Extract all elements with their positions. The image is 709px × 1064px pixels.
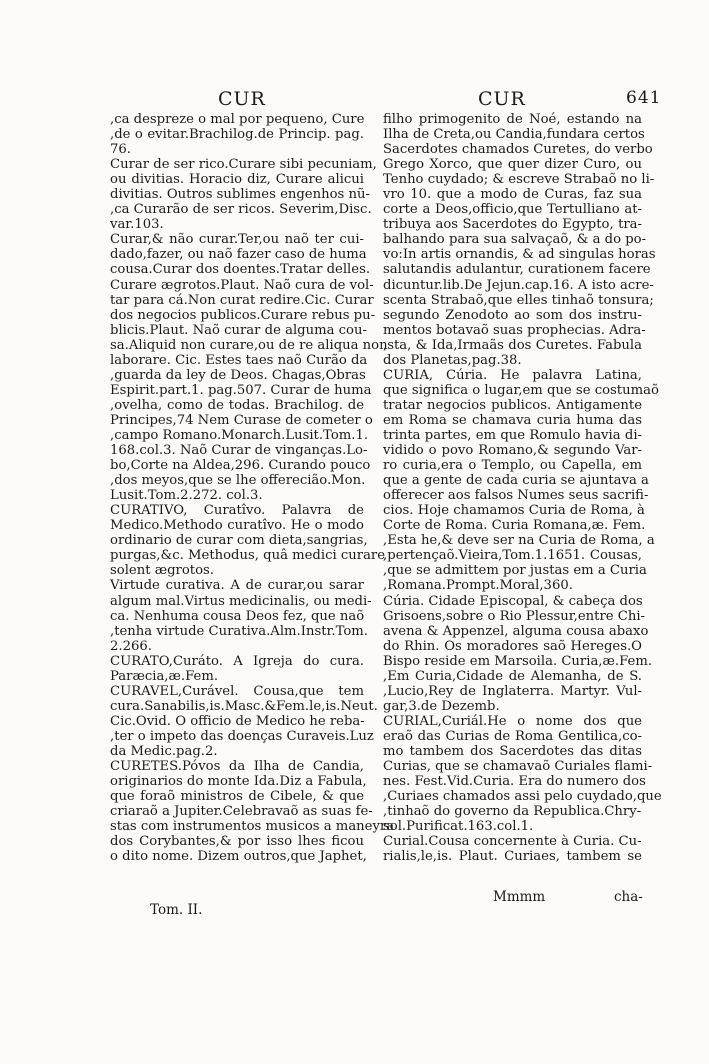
running-head-right: CUR <box>478 88 526 110</box>
text-line: Grisoens,sobre o Rio Plessur,entre Chi- <box>383 608 646 624</box>
text-line: dos Planetas,pag.38. <box>383 352 522 368</box>
text-line: ,Lucio,Rey de Inglaterra. Martyr. Vul- <box>383 683 642 699</box>
text-line: Principes,74 Nem Curase de cometer o <box>110 412 373 428</box>
text-line: avena & Appenzel, alguma cousa abaxo <box>383 623 649 639</box>
left-column <box>110 112 395 865</box>
text-line: balhando para sua salvaçaõ, & a do po- <box>383 232 647 248</box>
text-line: Curar,& não curar.Ter,ou naõ ter cui- <box>110 232 364 248</box>
text-line: ,pertençaõ.Vieira,Tom.1.1651. Cousas, <box>383 548 642 564</box>
text-line: ,dos meyos,que se lhe offerecião.Mon. <box>110 473 366 489</box>
text-line: tribuya aos Sacerdotes do Egypto, tra- <box>383 217 642 233</box>
text-line: Curias, que se chamavaõ Curiales flami- <box>383 759 653 775</box>
text-line: ,Romana.Prompt.Moral,360. <box>383 578 573 594</box>
text-line: cousa.Curar dos doentes.Tratar delles. <box>110 262 371 278</box>
text-line: ,campo Romano.Monarch.Lusit.Tom.1. <box>110 427 369 443</box>
text-line: sa.Aliquid non curare,ou de re aliqua non <box>110 337 388 353</box>
text-line: ,sta, & Ida,Irmaãs dos Curetes. Fabula <box>383 337 642 353</box>
text-line: algum mal.Virtus medicinalis, ou medi- <box>110 593 372 609</box>
text-line: Curar de ser rico.Curare sibi pecuniam, <box>110 157 377 173</box>
text-line: dado,fazer, ou naõ fazer caso de huma <box>110 247 367 263</box>
text-line: que foraõ ministros de Cibele, & que <box>110 789 364 805</box>
text-line: purgas,&c. Methodus, quâ medici curare <box>110 548 386 564</box>
text-line: Ilha de Creta,ou Candia,fundara certos <box>383 127 645 143</box>
text-line: salutandis adulantur, curationem facere <box>383 262 651 278</box>
text-line: rialis,le,is. Plaut. Curiaes, tambem se <box>383 849 642 865</box>
text-line: cios. Hoje chamamos Curia de Roma, à <box>383 503 645 519</box>
text-line: stas com instrumentos musicos a maneyra <box>110 819 395 835</box>
text-line: filho primogenito de Noé, estando na <box>383 112 642 127</box>
text-line: gar,3.de Dezemb. <box>383 698 500 714</box>
text-line: ,tinhaõ do governo da Republica.Chry- <box>383 804 642 820</box>
text-line: que significa o lugar,em que se costumaõ <box>383 382 659 398</box>
text-line: Medico.Methodo curatîvo. He o modo <box>110 518 364 534</box>
text-line: em Roma se chamava curia huma das <box>383 412 642 428</box>
text-line: tar para cá.Non curat redire.Cic. Curar <box>110 292 374 308</box>
text-line: Espirit.part.1. pag.507. Curar de huma <box>110 382 372 398</box>
text-line: ,tenha virtude Curativa.Alm.Instr.Tom. <box>110 623 368 639</box>
volume-mark: Tom. II. <box>150 902 203 918</box>
text-line: ,ovelha, como de todas. Brachilog. de <box>110 397 364 413</box>
text-line: cura.Sanabilis,is.Masc.&Fem.le,is.Neut. <box>110 698 378 714</box>
text-line: vro 10. que a modo de Curas, faz sua <box>383 187 642 203</box>
text-line: Curare ægrotos.Plaut. Naõ cura de vol- <box>110 277 374 293</box>
text-line: ,ter o impeto das doenças Curaveis.Luz <box>110 728 374 744</box>
text-line: Cic.Ovid. O officio de Medico he reba- <box>110 713 365 729</box>
text-line: ,ca Curarão de ser ricos. Severim,Disc. <box>110 202 372 218</box>
text-line: solent ægrotos. <box>110 563 214 579</box>
text-line: da Medic.pag.2. <box>110 743 218 759</box>
text-line: divitias. Outros sublimes engenhos nũ- <box>110 187 370 203</box>
text-line: tratar negocios publicos. Antigamente <box>383 397 642 413</box>
text-line: scenta Strabaõ,que elles tinhaõ tonsura; <box>383 292 654 308</box>
text-line: mo tambem dos Sacerdotes das ditas <box>383 743 642 759</box>
text-line: criaraõ a Jupiter.Celebravaõ as suas fe- <box>110 804 373 820</box>
text-line: do Rhin. Os moradores saõ Hereges.O <box>383 638 642 654</box>
text-line: Tenho cuydado; & escreve Strabaõ no li- <box>383 172 655 188</box>
text-line: que a gente de cada curia se ajuntava a <box>383 473 649 489</box>
text-line: ,ca despreze o mal por pequeno, Cure <box>110 112 365 127</box>
text-line: Paræcia,æ.Fem. <box>110 668 219 684</box>
text-line: 168.col.3. Naõ Curar de vinganças.Lo- <box>110 443 368 459</box>
text-line: ,de o evitar.Brachilog.de Princip. pag. <box>110 127 364 143</box>
text-line: 76. <box>110 142 131 158</box>
text-line: segundo Zenodoto ao som dos instru- <box>383 307 642 323</box>
text-line: eraõ das Curias de Roma Gentilica,co- <box>383 728 642 744</box>
text-line: offerecer aos falsos Numes seus sacrifi- <box>383 488 649 504</box>
text-line: Cúria. Cidade Episcopal, & cabeça dos <box>383 593 643 609</box>
right-column <box>383 112 662 865</box>
text-line: CURATO,Curáto. A Igreja do cura. <box>110 653 364 669</box>
text-line: ,guarda da ley de Deos. Chagas,Obras <box>110 367 366 383</box>
text-line: Bispo reside em Marsoila. Curia,æ.Fem. <box>383 653 653 669</box>
text-line: vidido o povo Romano,& segundo Var- <box>383 443 642 459</box>
text-line: ,que se admittem por justas em a Curia <box>383 563 647 579</box>
text-line: dos negocios publicos.Curare rebus pu- <box>110 307 376 323</box>
text-line: originarios do monte Ida.Diz a Fabula, <box>110 774 367 790</box>
text-line: dos Corybantes,& por isso lhes ficou <box>110 834 364 850</box>
text-line: Corte de Roma. Curia Romana,æ. Fem. <box>383 518 646 534</box>
text-line: ro curia,era o Templo, ou Capella, em <box>383 458 642 474</box>
text-line: Grego Xorco, que quer dizer Curo, ou <box>383 157 642 173</box>
page-number: 641 <box>626 88 662 108</box>
text-line: laborare. Cic. Estes taes naõ Curão da <box>110 352 368 368</box>
text-line: mentos botavaõ suas prophecias. Adra- <box>383 322 646 338</box>
text-line: bo,Corte na Aldea,296. Curando pouco <box>110 458 371 474</box>
signature-mark: Mmmm <box>493 889 546 905</box>
text-line: ,Em Curia,Cidade de Alemanha, de S. <box>383 668 642 684</box>
text-line: Lusit.Tom.2.272. col.3. <box>110 488 263 504</box>
text-line: Sacerdotes chamados Curetes, do verbo <box>383 142 653 158</box>
text-line: CURAVEL,Curável. Cousa,que tem <box>110 683 364 699</box>
text-line: Virtude curativa. A de curar,ou sarar <box>110 578 364 594</box>
text-line: var.103. <box>110 217 164 233</box>
text-line: nes. Fest.Vid.Curia. Era do numero dos <box>383 774 646 790</box>
catchword: cha- <box>614 889 643 905</box>
text-line: ca. Nenhuma cousa Deos fez, que naõ <box>110 608 365 624</box>
text-line: Curial.Cousa concernente à Curia. Cu- <box>383 834 642 850</box>
text-line: corte a Deos,officio,que Tertulliano at- <box>383 202 642 218</box>
running-head-left: CUR <box>218 88 266 110</box>
text-line: vo:In artis ornandis, & ad singulas horas <box>383 247 656 263</box>
text-line: sol.Purificat.163.col.1. <box>383 819 534 835</box>
text-line: trinta partes, em que Romulo havia di- <box>383 427 642 443</box>
text-line: CURIA, Cúria. He palavra Latina, <box>383 367 642 383</box>
text-line: ,Esta he,& deve ser na Curia de Roma, a <box>383 533 655 549</box>
text-line: CURATIVO, Curatîvo. Palavra de <box>110 503 364 519</box>
text-line: CURETES.Póvos da Ilha de Candia, <box>110 759 364 775</box>
text-line: dicuntur.lib.De Jejun.cap.16. A isto acre- <box>383 277 654 293</box>
text-line: CURIAL,Curiál.He o nome dos que <box>383 713 642 729</box>
text-line: 2.266. <box>110 638 152 654</box>
text-line: blicis.Plaut. Naõ curar de alguma cou- <box>110 322 367 338</box>
text-line: ordinario de curar com dieta,sangrias, <box>110 533 368 549</box>
text-line: o dito nome. Dizem outros,que Japhet, <box>110 849 367 865</box>
text-line: ,Curiaes chamados assi pelo cuydado,que <box>383 789 662 805</box>
text-line: ou divitias. Horacio diz, Curare alicui <box>110 172 364 188</box>
